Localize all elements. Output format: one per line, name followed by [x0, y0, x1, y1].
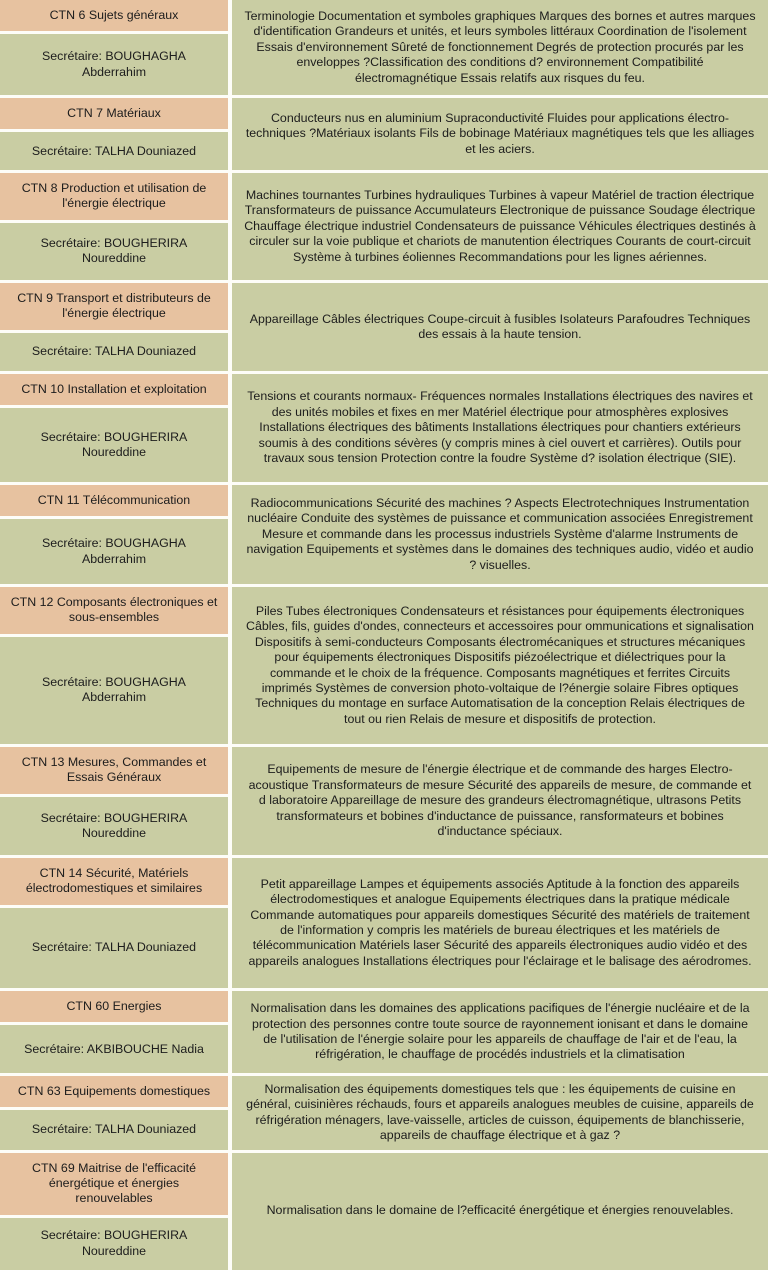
- committee-name-cell: CTN 9 Transport et distributeurs de l'énergie électrique: [0, 283, 228, 330]
- description-cell: [232, 374, 768, 482]
- committee-left-column: [0, 485, 228, 584]
- description-cell: [232, 858, 768, 988]
- description-text: Normalisation des équipements domestiques tels que : les équipements de cuisine en général, cuisinières réchauds, fours et appareils analogues meubles de cuisine, appareils de réfrigération ménagers, lave-vaisselle, articles de cuisson, équipements de blanchisserie, appareils de chauffage électrique et à gaz ?: [246, 1082, 754, 1143]
- description-text: Piles Tubes électroniques Condensateurs et résistances pour équipements électroniques Câbles, fils, guides d'ondes, connecteurs et accessoires pour ommunications et signalisation Dispositifs à semi-conducteurs Composants électromécaniques et structures mécaniques pour équipements électroniques Dispositifs piézoélectrique et diélectriques pour la commande et le choix de la fréquence. Composants magnétiques et ferrites Circuits imprimés Systèmes de conversion photo-voltaique de l?énergie solaire Fibres optiques Techniques du montage en surface Automatisation de la conception Relais électriques de tout ou rien Relais de mesure et dispositifs de protection.: [246, 603, 754, 726]
- secretary-cell: Secrétaire: BOUGHERIRA Noureddine: [0, 1218, 228, 1270]
- committee-row: [0, 1153, 768, 1270]
- secretary-cell: Secrétaire: TALHA Douniazed: [0, 333, 228, 371]
- committee-left-column: [0, 991, 228, 1073]
- description-cell: [232, 747, 768, 855]
- secretary-cell: Secrétaire: TALHA Douniazed: [0, 908, 228, 988]
- description-cell: [232, 1153, 768, 1270]
- committee-left-column: [0, 98, 228, 170]
- description-cell: [232, 98, 768, 170]
- secretary-cell: Secrétaire: BOUGHAGHA Abderrahim: [0, 34, 228, 95]
- secretary-cell: Secrétaire: BOUGHERIRA Noureddine: [0, 797, 228, 855]
- committee-name-cell: CTN 11 Télécommunication: [0, 485, 228, 516]
- secretary-cell: Secrétaire: BOUGHERIRA Noureddine: [0, 223, 228, 280]
- secretary-cell: Secrétaire: AKBIBOUCHE Nadia: [0, 1025, 228, 1073]
- description-cell: [232, 1076, 768, 1150]
- description-text: Tensions et courants normaux- Fréquences normales Installations électriques des navires et des unités mobiles et fixes en mer Matériel électrique pour atmosphères explosives Installations électriques des bâtiments Installations électriques pour chantiers extérieurs soumis à des conditions sévères (y compris mines à ciel ouvert et carrières). Outils pour travaux sous tension Protection contre la foudre Système d? isolation électrique (SIE).: [247, 389, 753, 466]
- description-text: Equipements de mesure de l'énergie électrique et de commande des harges Electro-acoustique Transformateurs de mesure Sécurité des appareils de mesure, de commande et d laboratoire Appareillage de mesure des grandeurs électromagnétique, ultrasons Petits transformateurs et bobines d'inductance de puissance, ransformateurs et bobines d'inductance spéciaux.: [248, 762, 752, 839]
- committee-name-cell: CTN 63 Equipements domestiques: [0, 1076, 228, 1107]
- secretary-cell: Secrétaire: TALHA Douniazed: [0, 1110, 228, 1149]
- committee-name-cell: CTN 69 Maitrise de l'efficacité énergétique et énergies renouvelables: [0, 1153, 228, 1215]
- description-text: Terminologie Documentation et symboles graphiques Marques des bornes et autres marques d'identification Grandeurs et unités, et leurs symboles littéraux Coordination de l'isolement Essais d'environnement Sûreté de fonctionnement Degrés de protection procurés par les enveloppes ?Classification des conditions d? environnement Compatibilité électromagnétique Essais relatifs aux risques du feu.: [244, 8, 756, 85]
- description-text: Appareillage Câbles électriques Coupe-circuit à fusibles Isolateurs Parafoudres Techniques des essais à la haute tension.: [249, 311, 751, 341]
- committee-name-cell: CTN 7 Matériaux: [0, 98, 228, 129]
- secretary-cell: Secrétaire: BOUGHAGHA Abderrahim: [0, 519, 228, 584]
- committee-left-column: [0, 1153, 228, 1270]
- secretary-cell: Secrétaire: BOUGHERIRA Noureddine: [0, 408, 228, 482]
- secretary-cell: Secrétaire: BOUGHAGHA Abderrahim: [0, 637, 228, 744]
- committee-row: [0, 485, 768, 584]
- committee-name-cell: CTN 6 Sujets généraux: [0, 0, 228, 31]
- description-cell: [232, 283, 768, 371]
- description-text: Conducteurs nus en aluminium Supraconductivité Fluides pour applications électro-techniques ?Matériaux isolants Fils de bobinage Matériaux magnétiques tels que les alliages et les aciers.: [245, 110, 755, 156]
- committee-left-column: [0, 587, 228, 744]
- description-text: Machines tournantes Turbines hydrauliques Turbines à vapeur Matériel de traction électrique Transformateurs de puissance Accumulateurs Electronique de puissance Soudage électrique Chauffage électrique industriel Condensateurs de puissance Véhicules électriques destinés à circuler sur la voie publique et chariots de manutention électriques Courants de court-circuit Système à turbines éoliennes Recommandations pour les lignes aériennes.: [244, 187, 756, 264]
- committee-row: [0, 0, 768, 95]
- secretary-cell: Secrétaire: TALHA Douniazed: [0, 132, 228, 170]
- committee-left-column: [0, 0, 228, 95]
- committee-row: [0, 747, 768, 855]
- committee-left-column: [0, 1076, 228, 1150]
- committee-row: [0, 1076, 768, 1150]
- description-cell: [232, 485, 768, 584]
- committee-name-cell: CTN 10 Installation et exploitation: [0, 374, 228, 405]
- description-text: Radiocommunications Sécurité des machines ? Aspects Electrotechniques Instrumentation nucléaire Conduite des systèmes de puissance et communication associées Enregistrement Mesure et commande dans les processus industriels Système d'alarme Instruments de navigation Equipements et systèmes dans le domaines des techniques audio, vidéo et audio ? visuelles.: [246, 495, 754, 572]
- committee-name-cell: CTN 60 Energies: [0, 991, 228, 1022]
- committee-name-cell: CTN 14 Sécurité, Matériels électrodomestiques et similaires: [0, 858, 228, 905]
- committee-name-cell: CTN 8 Production et utilisation de l'énergie électrique: [0, 173, 228, 220]
- committee-row: [0, 374, 768, 482]
- description-text: Normalisation dans le domaine de l?efficacité énergétique et énergies renouvelables.: [266, 1203, 734, 1218]
- committee-row: [0, 991, 768, 1073]
- description-text: Petit appareillage Lampes et équipements associés Aptitude à la fonction des appareils électrodomestiques et analogue Equipements électriques dans la pratique médicale Commande automatiques pour appareils domestiques Sécurité des matériels de traitement de l'information y compris les matériels de bureau électriques et les matériels de télécommunication Matériels laser Sécurité des appareils électroniques audio vidéo et des appareils analogues Installations électriques pour l'éclairage et le balisage des aérodromes.: [248, 876, 752, 968]
- committee-left-column: [0, 374, 228, 482]
- description-cell: [232, 173, 768, 280]
- committee-left-column: [0, 747, 228, 855]
- committee-left-column: [0, 858, 228, 988]
- description-cell: [232, 0, 768, 95]
- committee-left-column: [0, 173, 228, 280]
- committee-row: [0, 173, 768, 280]
- description-cell: [232, 991, 768, 1073]
- committee-row: [0, 98, 768, 170]
- committee-row: [0, 587, 768, 744]
- committee-name-cell: CTN 12 Composants électroniques et sous-ensembles: [0, 587, 228, 634]
- description-text: Normalisation dans les domaines des applications pacifiques de l'énergie nucléaire et de la protection des personnes contre toute source de rayonnement ionisant et dans le domaine de l'utilisation de l'énergie solaire pour les appareils de chauffage de l'air et de l'eau, la réfrigération, le chauffage de procédés industriels et la climatisation: [250, 1001, 750, 1062]
- description-cell: [232, 587, 768, 744]
- committee-left-column: [0, 283, 228, 371]
- committee-name-cell: CTN 13 Mesures, Commandes et Essais Généraux: [0, 747, 228, 794]
- committee-row: [0, 858, 768, 988]
- committee-row: [0, 283, 768, 371]
